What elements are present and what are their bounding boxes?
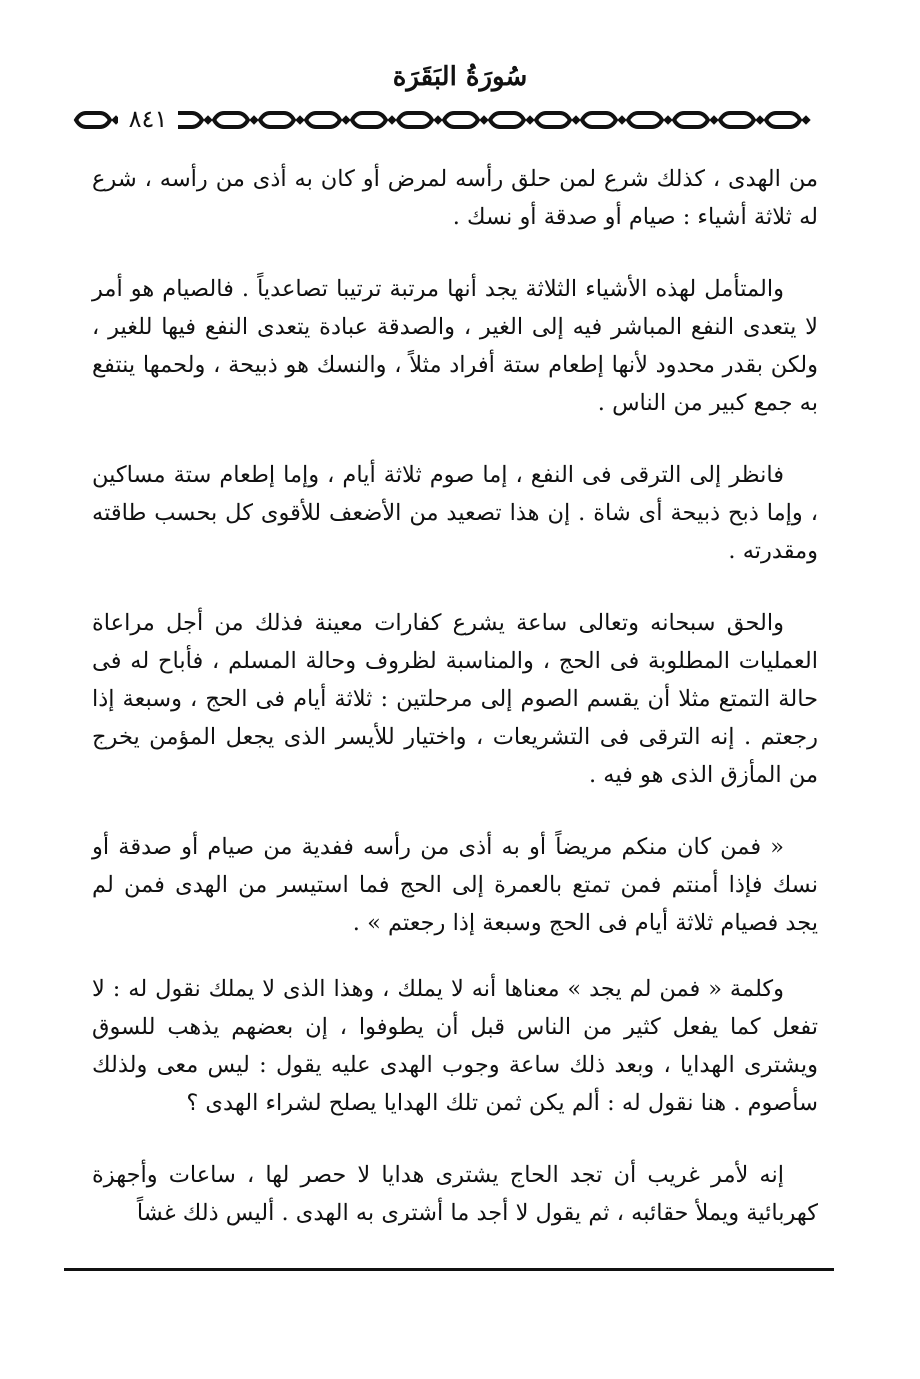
- ornament-diamond: [480, 116, 488, 124]
- ornament-diamond: [296, 116, 304, 124]
- page-number: ٨٤١: [118, 101, 178, 137]
- paragraph: والمتأمل لهذه الأشياء الثلاثة يجد أنها مرتبة ترتيبا تصاعدياً . فالصيام هو أمر لا يتعدى النفع المباشر فيه إلى الغير ، والصدقة عبادة يتعدى النفع فيها للغير ، ولكن بقدر محدود لأنها إطعام ستة أفراد مثلاً ، والنسك هو ذبيحة ، ولحمها ينتفع به جمع كبير من الناس .: [92, 276, 818, 416]
- ornament-lozenge: [260, 113, 294, 127]
- ornament-lozenge: [490, 113, 524, 127]
- paragraph: فانظر إلى الترقى فى النفع ، إما صوم ثلاثة أيام ، وإما إطعام ستة مساكين ، وإما ذبح ذبيحة أى شاة . إن هذا تصعيد من الأضعف للأقوى كل بحسب طاقته ومقدرته .: [92, 462, 818, 564]
- ornament-diamond: [802, 116, 810, 124]
- ornament-diamond: [756, 116, 764, 124]
- paragraph: إنه لأمر غريب أن تجد الحاج يشترى هدايا لا حصر لها ، ساعات وأجهزة كهربائية ويملأ حقائبه ، ثم يقول لا أجد ما أشترى به الهدى . أليس ذلك غشاً: [92, 1162, 818, 1226]
- ornament-lozenge: [536, 113, 570, 127]
- ornament-diamond: [250, 116, 258, 124]
- ornament-diamond: [342, 116, 350, 124]
- ornamental-header-band: [70, 104, 850, 136]
- page-body: [92, 160, 818, 1266]
- ornament-diamond: [664, 116, 672, 124]
- ornament-lozenge: [628, 113, 662, 127]
- ornament-lozenge: [444, 113, 478, 127]
- surah-title: سُورَةُ البَقَرَة: [392, 62, 528, 92]
- ornament-diamond: [572, 116, 580, 124]
- quranic-verse-paragraph: « فمن كان منكم مريضاً أو به أذى من رأسه ففدية من صيام أو صدقة أو نسك فإذا أمنتم فمن تمتع بالعمرة إلى الحج فما استيسر من الهدى فمن لم يجد فصيام ثلاثة أيام فى الحج وسبعة إذا رجعتم » .: [92, 834, 818, 936]
- ornament-lozenge: [214, 113, 248, 127]
- ornament-lozenge: [674, 113, 708, 127]
- ornament-diamond: [618, 116, 626, 124]
- ornament-lozenge: [398, 113, 432, 127]
- ornament-lozenge: [76, 113, 110, 127]
- ornament-diamond: [204, 116, 212, 124]
- footer-rule: [64, 1268, 834, 1271]
- ornament-lozenge: [306, 113, 340, 127]
- paragraph: والحق سبحانه وتعالى ساعة يشرع كفارات معينة فذلك من أجل مراعاة العمليات المطلوبة فى الحج ، والمناسبة لظروف وحالة المسلم ، فأباح له فى حالة التمتع مثلا أن يقسم الصوم إلى مرحلتين : ثلاثة أيام فى الحج ، وسبعة إذا رجعتم . إنه الترقى فى التشريعات ، واختيار للأيسر الذى يجعل المؤمن يخرج من المأزق الذى هو فيه .: [92, 610, 818, 788]
- ornament-diamond: [434, 116, 442, 124]
- paragraph: من الهدى ، كذلك شرع لمن حلق رأسه لمرض أو كان به أذى من رأسه ، شرع له ثلاثة أشياء : صيام أو صدقة أو نسك .: [92, 166, 818, 230]
- ornament-diamond: [710, 116, 718, 124]
- ornament-lozenge: [582, 113, 616, 127]
- ornament-diamond: [526, 116, 534, 124]
- ornament-lozenge: [352, 113, 386, 127]
- ornament-diamond: [388, 116, 396, 124]
- ornament-lozenge: [720, 113, 754, 127]
- paragraph: وكلمة « فمن لم يجد » معناها أنه لا يملك ، وهذا الذى لا يملك نقول له : لا تفعل كما يفعل كثير من الناس قبل أن يطوفوا ، إن بعضهم يذهب للسوق ويشترى الهدايا ، وبعد ذلك ساعة وجوب الهدى عليه يقول : ليس معى ولذلك سأصوم . هنا نقول له : ألم يكن ثمن تلك الهدايا يصلح لشراء الهدى ؟: [92, 976, 818, 1116]
- ornament-lozenge: [766, 113, 800, 127]
